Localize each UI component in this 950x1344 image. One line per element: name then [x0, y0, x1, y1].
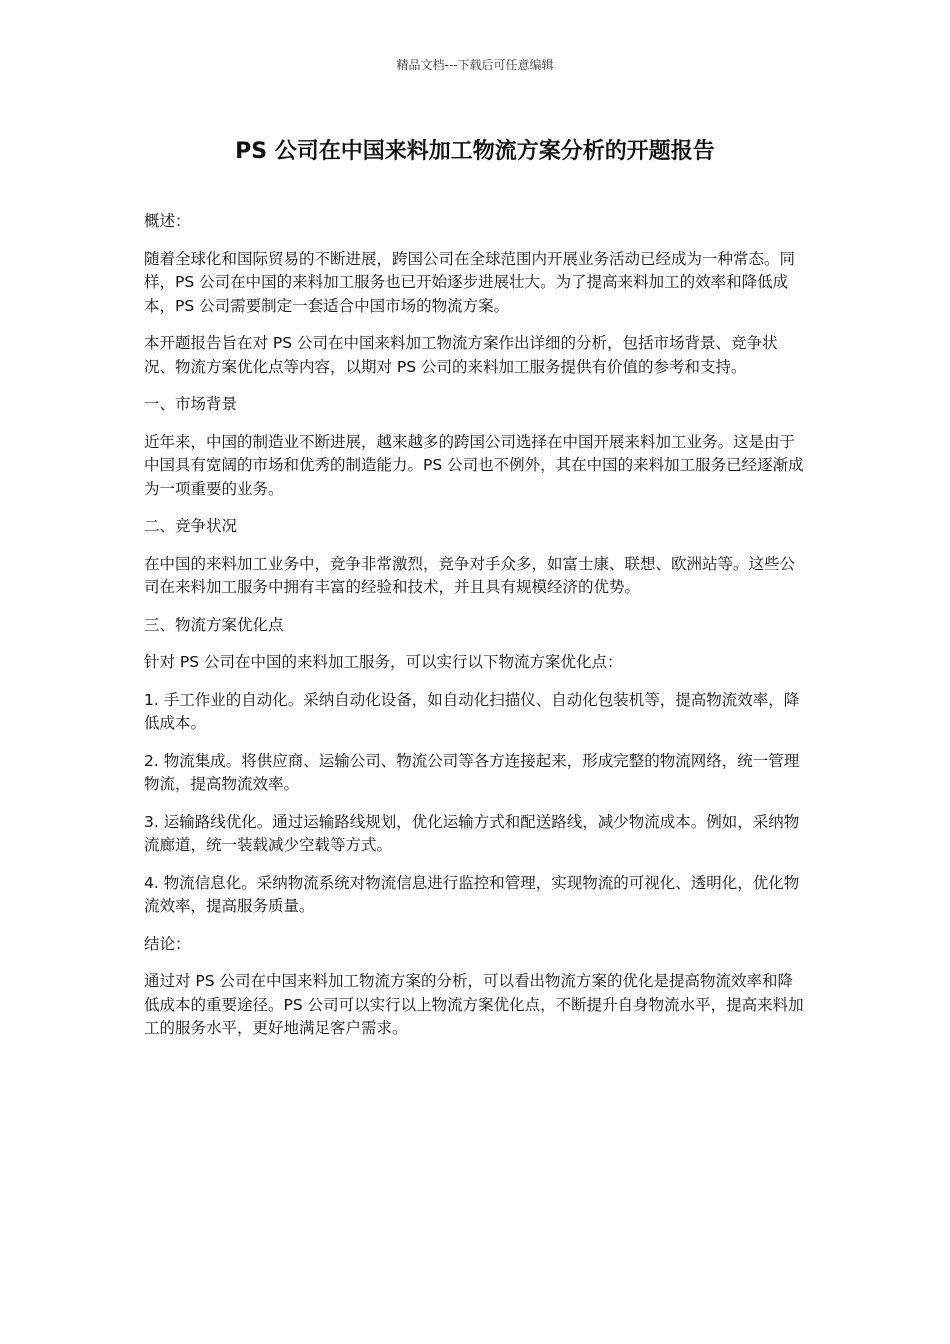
- competition-heading: 二、竞争状况: [144, 517, 238, 535]
- page-header: 精品文档---下载后可任意编辑: [396, 58, 554, 72]
- overview-heading: 概述：: [144, 212, 191, 230]
- optimization-heading: 三、物流方案优化点: [144, 615, 284, 634]
- conclusion-heading: 结论：: [144, 934, 191, 953]
- optimization-item: 4. 物流信息化。采纳物流系统对物流信息进行监控和管理，实现物流的可视化、透明化，优化物流效率，提高服务质量。: [144, 873, 800, 915]
- optimization-intro: 针对 PS 公司在中国的来料加工服务，可以实行以下物流方案优化点：: [144, 653, 623, 671]
- optimization-item: 2. 物流集成。将供应商、运输公司、物流公司等各方连接起来，形成完整的物流网络，统一管理物流，提高物流效率。: [144, 751, 800, 793]
- market-paragraph: 近年来，中国的制造业不断进展，越来越多的跨国公司选择在中国开展来料加工业务。这是由于中国具有宽阔的市场和优秀的制造能力。PS 公司也不例外，其在中国的来料加工服务已经逐渐成为一项重要的业务。: [144, 432, 804, 498]
- optimization-item: 1. 手工作业的自动化。采纳自动化设备，如自动化扫描仪、自动化包装机等，提高物流效率，降低成本。: [144, 690, 800, 732]
- document-body: [144, 210, 808, 1055]
- competition-paragraph: 在中国的来料加工业务中，竞争非常激烈，竞争对手众多，如富士康、联想、欧洲站等。这些公司在来料加工服务中拥有丰富的经验和技术，并且具有规模经济的优势。: [144, 554, 796, 596]
- optimization-item: 3. 运输路线优化。通过运输路线规划，优化运输方式和配送路线，减少物流成本。例如，采纳物流廊道，统一装载减少空载等方式。: [144, 812, 800, 854]
- market-heading: 一、市场背景: [144, 395, 238, 413]
- overview-paragraph-1: 随着全球化和国际贸易的不断进展，跨国公司在全球范围内开展业务活动已经成为一种常态。同样，PS 公司在中国的来料加工服务也已开始逐步进展壮大。为了提高来料加工的效率和降低成本，PS 公司需要制定一套适合中国市场的物流方案。: [144, 249, 796, 315]
- conclusion-paragraph: 通过对 PS 公司在中国来料加工物流方案的分析，可以看出物流方案的优化是提高物流效率和降低成本的重要途径。PS 公司可以实行以上物流方案优化点，不断提升自身物流水平，提高来料加工的服务水平，更好地满足客户需求。: [144, 972, 804, 1037]
- document-title: PS 公司在中国来料加工物流方案分析的开题报告: [235, 139, 715, 164]
- overview-paragraph-2: 本开题报告旨在对 PS 公司在中国来料加工物流方案作出详细的分析，包括市场背景、竞争状况、物流方案优化点等内容，以期对 PS 公司的来料加工服务提供有价值的参考和支持。: [144, 334, 778, 376]
